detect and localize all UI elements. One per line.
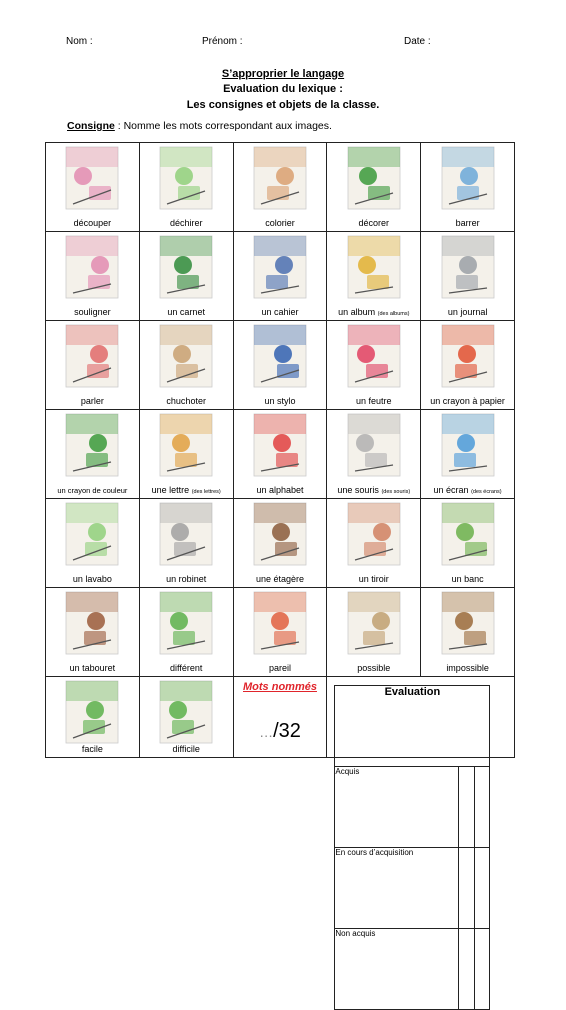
word-label (234, 663, 327, 673)
grid-cell (233, 143, 327, 232)
notebook-icon (159, 235, 213, 299)
picture-book-icon (347, 235, 401, 299)
mots-nommes-label: Mots nommés (243, 681, 317, 693)
word-text: souligner (74, 307, 111, 317)
word-label (140, 218, 233, 228)
evaluation-row (335, 929, 490, 1010)
grid-cell (327, 410, 421, 499)
word-text: un carnet (167, 307, 205, 317)
word-text: un journal (447, 307, 488, 317)
title-line-3: Les consignes et objets de la classe. (186, 99, 380, 111)
hard-maze-icon (159, 680, 213, 744)
word-label (140, 307, 233, 317)
evaluation-level: Acquis (335, 767, 459, 848)
consigne (67, 120, 332, 132)
decorating-tree-icon (347, 146, 401, 210)
word-label (421, 307, 514, 317)
grid-cell (233, 232, 327, 321)
evaluation-row (335, 848, 490, 929)
evaluation-check[interactable] (459, 929, 475, 1010)
evaluation-check[interactable] (474, 848, 490, 929)
word-label (234, 396, 327, 406)
word-text: colorier (265, 218, 295, 228)
grid-cell (139, 677, 233, 758)
score-total: /32 (273, 720, 301, 742)
title-line-2: Evaluation du lexique : (223, 83, 343, 95)
word-label (140, 396, 233, 406)
word-text: chuchoter (166, 396, 206, 406)
evaluation-check[interactable] (459, 848, 475, 929)
word-label (421, 485, 514, 495)
word-label (327, 663, 420, 673)
word-text: possible (357, 663, 391, 673)
plural-note: (des albums) (377, 311, 410, 317)
word-label (46, 574, 139, 584)
grid-cell (421, 232, 515, 321)
word-text: un robinet (166, 574, 207, 584)
word-label (421, 218, 514, 228)
word-text: impossible (446, 663, 489, 673)
word-text: un banc (451, 574, 484, 584)
sink-icon (65, 502, 119, 566)
easy-maze-icon (65, 680, 119, 744)
stool-icon (65, 591, 119, 655)
word-text: une lettre (151, 485, 190, 495)
grid-row (46, 677, 515, 758)
word-label (46, 744, 139, 754)
word-label (46, 307, 139, 317)
tearing-paper-icon (159, 146, 213, 210)
grid-cell (46, 677, 140, 758)
word-text: pareil (268, 663, 291, 673)
grid-cell (139, 588, 233, 677)
grid-cell (139, 499, 233, 588)
word-text: déchirer (169, 218, 203, 228)
word-label (234, 307, 327, 317)
grid-cell (327, 588, 421, 677)
prenom-field: Prénom : (202, 36, 243, 47)
grid-cell (421, 410, 515, 499)
word-label (327, 396, 420, 406)
grid-row (46, 588, 515, 677)
newspaper-icon (441, 235, 495, 299)
letter-envelope-icon (159, 413, 213, 477)
word-text: un cahier (261, 307, 299, 317)
word-label (234, 218, 327, 228)
word-label (140, 663, 233, 673)
consigne-label: Consigne (67, 120, 115, 132)
talking-boy-icon (65, 324, 119, 388)
screen-icon (441, 413, 495, 477)
coloured-pencil-icon (65, 413, 119, 477)
grid-cell (46, 410, 140, 499)
word-label (46, 396, 139, 406)
word-text: un tabouret (69, 663, 116, 673)
word-label (421, 663, 514, 673)
whispering-children-icon (159, 324, 213, 388)
word-text: un tiroir (358, 574, 389, 584)
grid-row (46, 499, 515, 588)
rope-needle-icon (441, 591, 495, 655)
grid-cell (139, 321, 233, 410)
nom-field: Nom : (66, 36, 93, 47)
different-children-icon (159, 591, 213, 655)
grid-cell (327, 499, 421, 588)
grid-cell (46, 143, 140, 232)
grid-cell (46, 499, 140, 588)
grid-cell (327, 143, 421, 232)
score (234, 720, 327, 743)
word-label (421, 396, 514, 406)
word-text: une étagère (255, 574, 305, 584)
pencil-icon (441, 324, 495, 388)
grid-row (46, 410, 515, 499)
word-label (234, 574, 327, 584)
grid-row (46, 143, 515, 232)
grid-cell (421, 588, 515, 677)
word-label (327, 485, 420, 495)
evaluation-level: En cours d’acquisition (335, 848, 459, 929)
grid-cell (139, 410, 233, 499)
needle-thread-icon (347, 591, 401, 655)
grid-cell (233, 499, 327, 588)
word-label (421, 574, 514, 584)
colouring-bear-icon (253, 146, 307, 210)
word-text: découper (73, 218, 112, 228)
grid-cell (327, 321, 421, 410)
grid-cell (233, 588, 327, 677)
word-text: un crayon de couleur (57, 486, 128, 495)
word-text: un crayon à papier (430, 396, 505, 406)
felt-pen-icon (347, 324, 401, 388)
evaluation-check[interactable] (474, 929, 490, 1010)
evaluation-level: Non acquis (335, 929, 459, 1010)
word-label (46, 486, 139, 495)
plural-note: (des écrans) (471, 489, 502, 495)
same-children-icon (253, 591, 307, 655)
drawer-icon (347, 502, 401, 566)
word-label (234, 485, 327, 495)
word-text: différent (170, 663, 203, 673)
evaluation-check[interactable] (474, 767, 490, 848)
grid-cell (421, 499, 515, 588)
plural-note: (des souris) (381, 489, 411, 495)
consigne-text: : Nomme les mots correspondant aux images. (114, 120, 332, 132)
word-label (140, 574, 233, 584)
pen-icon (253, 324, 307, 388)
score-cell (233, 677, 327, 758)
word-text: décorer (358, 218, 390, 228)
crossing-out-icon (441, 146, 495, 210)
grid-cell (46, 588, 140, 677)
evaluation-title: Evaluation (335, 686, 490, 767)
grid-cell (233, 410, 327, 499)
mouse-icon (347, 413, 401, 477)
plural-note: (des lettres) (191, 489, 221, 495)
grid-row (46, 232, 515, 321)
evaluation-check[interactable] (459, 767, 475, 848)
word-label (327, 574, 420, 584)
grid-cell (46, 321, 140, 410)
grid-cell (139, 143, 233, 232)
word-label (140, 744, 233, 754)
word-label (140, 485, 233, 495)
grid-row (46, 321, 515, 410)
word-text: un feutre (356, 396, 392, 406)
date-field: Date : (404, 36, 431, 47)
word-label (327, 218, 420, 228)
grid-cell (46, 232, 140, 321)
word-text: difficile (172, 744, 200, 754)
title-line-1: S’approprier le langage (221, 68, 345, 80)
word-text: un écran (433, 485, 469, 495)
word-label (327, 307, 420, 317)
word-text: un lavabo (72, 574, 112, 584)
score-blank: … (259, 724, 274, 740)
grid-cell (233, 321, 327, 410)
word-text: parler (80, 396, 104, 406)
word-text: un album (338, 307, 376, 317)
evaluation-cell (327, 677, 515, 938)
word-label (46, 218, 139, 228)
exercise-book-icon (253, 235, 307, 299)
word-text: un stylo (264, 396, 296, 406)
shelf-icon (253, 502, 307, 566)
grid-cell (139, 232, 233, 321)
word-text: barrer (455, 218, 480, 228)
evaluation-table (334, 685, 490, 1010)
underlining-icon (65, 235, 119, 299)
scissors-cutting-icon (65, 146, 119, 210)
vocabulary-grid (45, 142, 515, 938)
tap-icon (159, 502, 213, 566)
bench-icon (441, 502, 495, 566)
word-text: facile (81, 744, 103, 754)
word-label (46, 663, 139, 673)
alphabet-icon (253, 413, 307, 477)
grid-cell (421, 321, 515, 410)
grid-cell (421, 143, 515, 232)
grid-cell (327, 232, 421, 321)
word-text: une souris (337, 485, 379, 495)
evaluation-row (335, 767, 490, 848)
word-text: un alphabet (256, 485, 304, 495)
